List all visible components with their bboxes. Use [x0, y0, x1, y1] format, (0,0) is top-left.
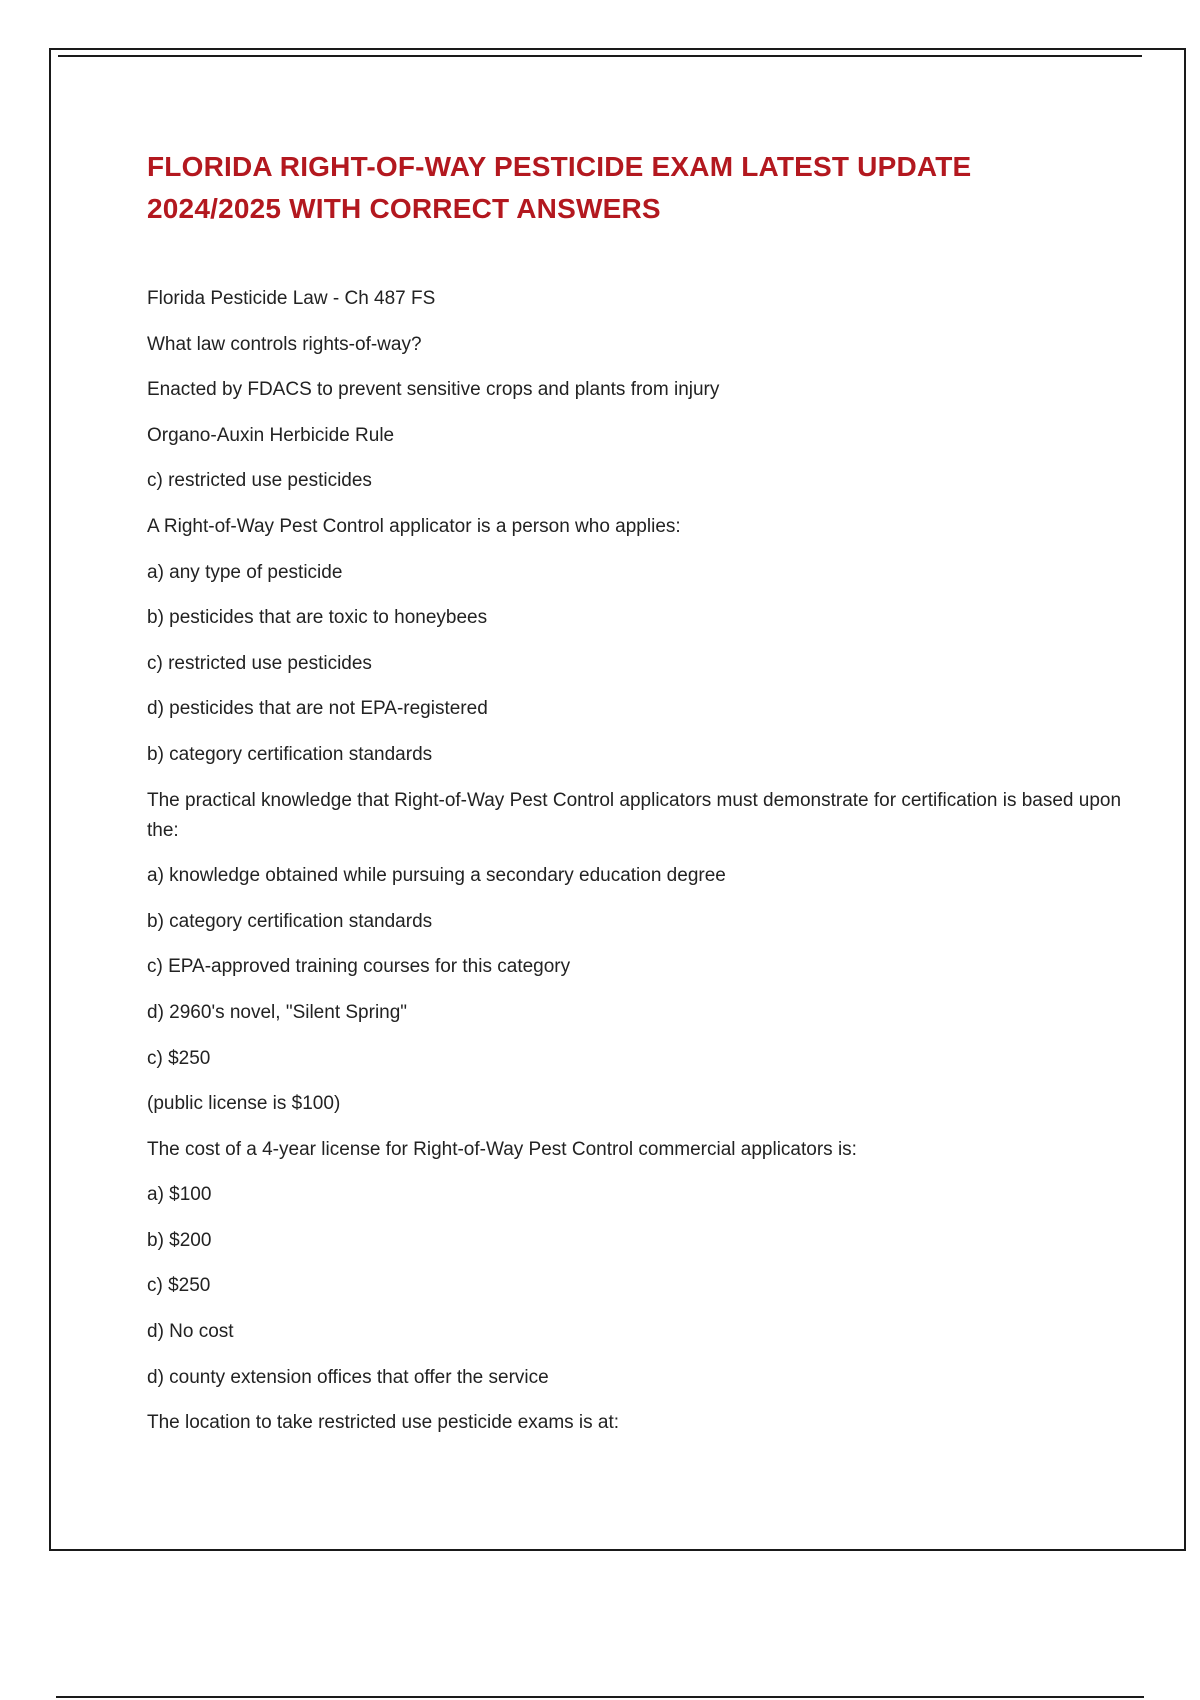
text-line: c) $250	[147, 1275, 211, 1297]
text-line: Organo-Auxin Herbicide Rule	[147, 424, 395, 446]
text-line: c) $250	[147, 1047, 211, 1069]
text-line: a) $100	[147, 1184, 212, 1206]
text-line: Enacted by FDACS to prevent sensitive crops and plants from injury	[147, 379, 720, 401]
text-line: What law controls rights-of-way?	[147, 333, 422, 355]
text-line: a) knowledge obtained while pursuing a secondary education degree	[147, 865, 726, 887]
text-line: Florida Pesticide Law - Ch 487 FS	[147, 288, 436, 309]
text-line: d) No cost	[147, 1321, 234, 1343]
text-line: c) restricted use pesticides	[147, 652, 372, 674]
document-title: FLORIDA RIGHT-OF-WAY PESTICIDE EXAM LATEST UPDATE 2024/2025 WITH CORRECT ANSWERS	[147, 151, 972, 224]
text-line: The practical knowledge that Right-of-Way Pest Control applicators must demonstrate for certification is based upon the:	[147, 789, 1122, 841]
text-line: d) county extension offices that offer the service	[147, 1366, 549, 1388]
text-line: (public license is $100)	[147, 1093, 341, 1115]
top-divider	[58, 55, 1142, 57]
text-line: b) pesticides that are toxic to honeybees	[147, 607, 488, 629]
text-line: d) pesticides that are not EPA-registered	[147, 698, 488, 720]
text-line: a) any type of pesticide	[147, 561, 343, 583]
text-line: b) $200	[147, 1229, 212, 1251]
page-frame	[49, 48, 1186, 1551]
text-line: d) 2960's novel, "Silent Spring"	[147, 1001, 408, 1023]
text-line: A Right-of-Way Pest Control applicator is a person who applies:	[147, 515, 681, 537]
text-line: The location to take restricted use pesticide exams is at:	[147, 1412, 620, 1434]
text-line: b) category certification standards	[147, 743, 433, 765]
text-line: c) EPA-approved training courses for this category	[147, 956, 571, 978]
text-line: c) restricted use pesticides	[147, 470, 372, 492]
qa-content	[147, 284, 1137, 1454]
text-line: b) category certification standards	[147, 910, 433, 932]
bottom-divider	[56, 1696, 1144, 1698]
text-line: The cost of a 4-year license for Right-of-Way Pest Control commercial applicators is:	[147, 1138, 857, 1160]
